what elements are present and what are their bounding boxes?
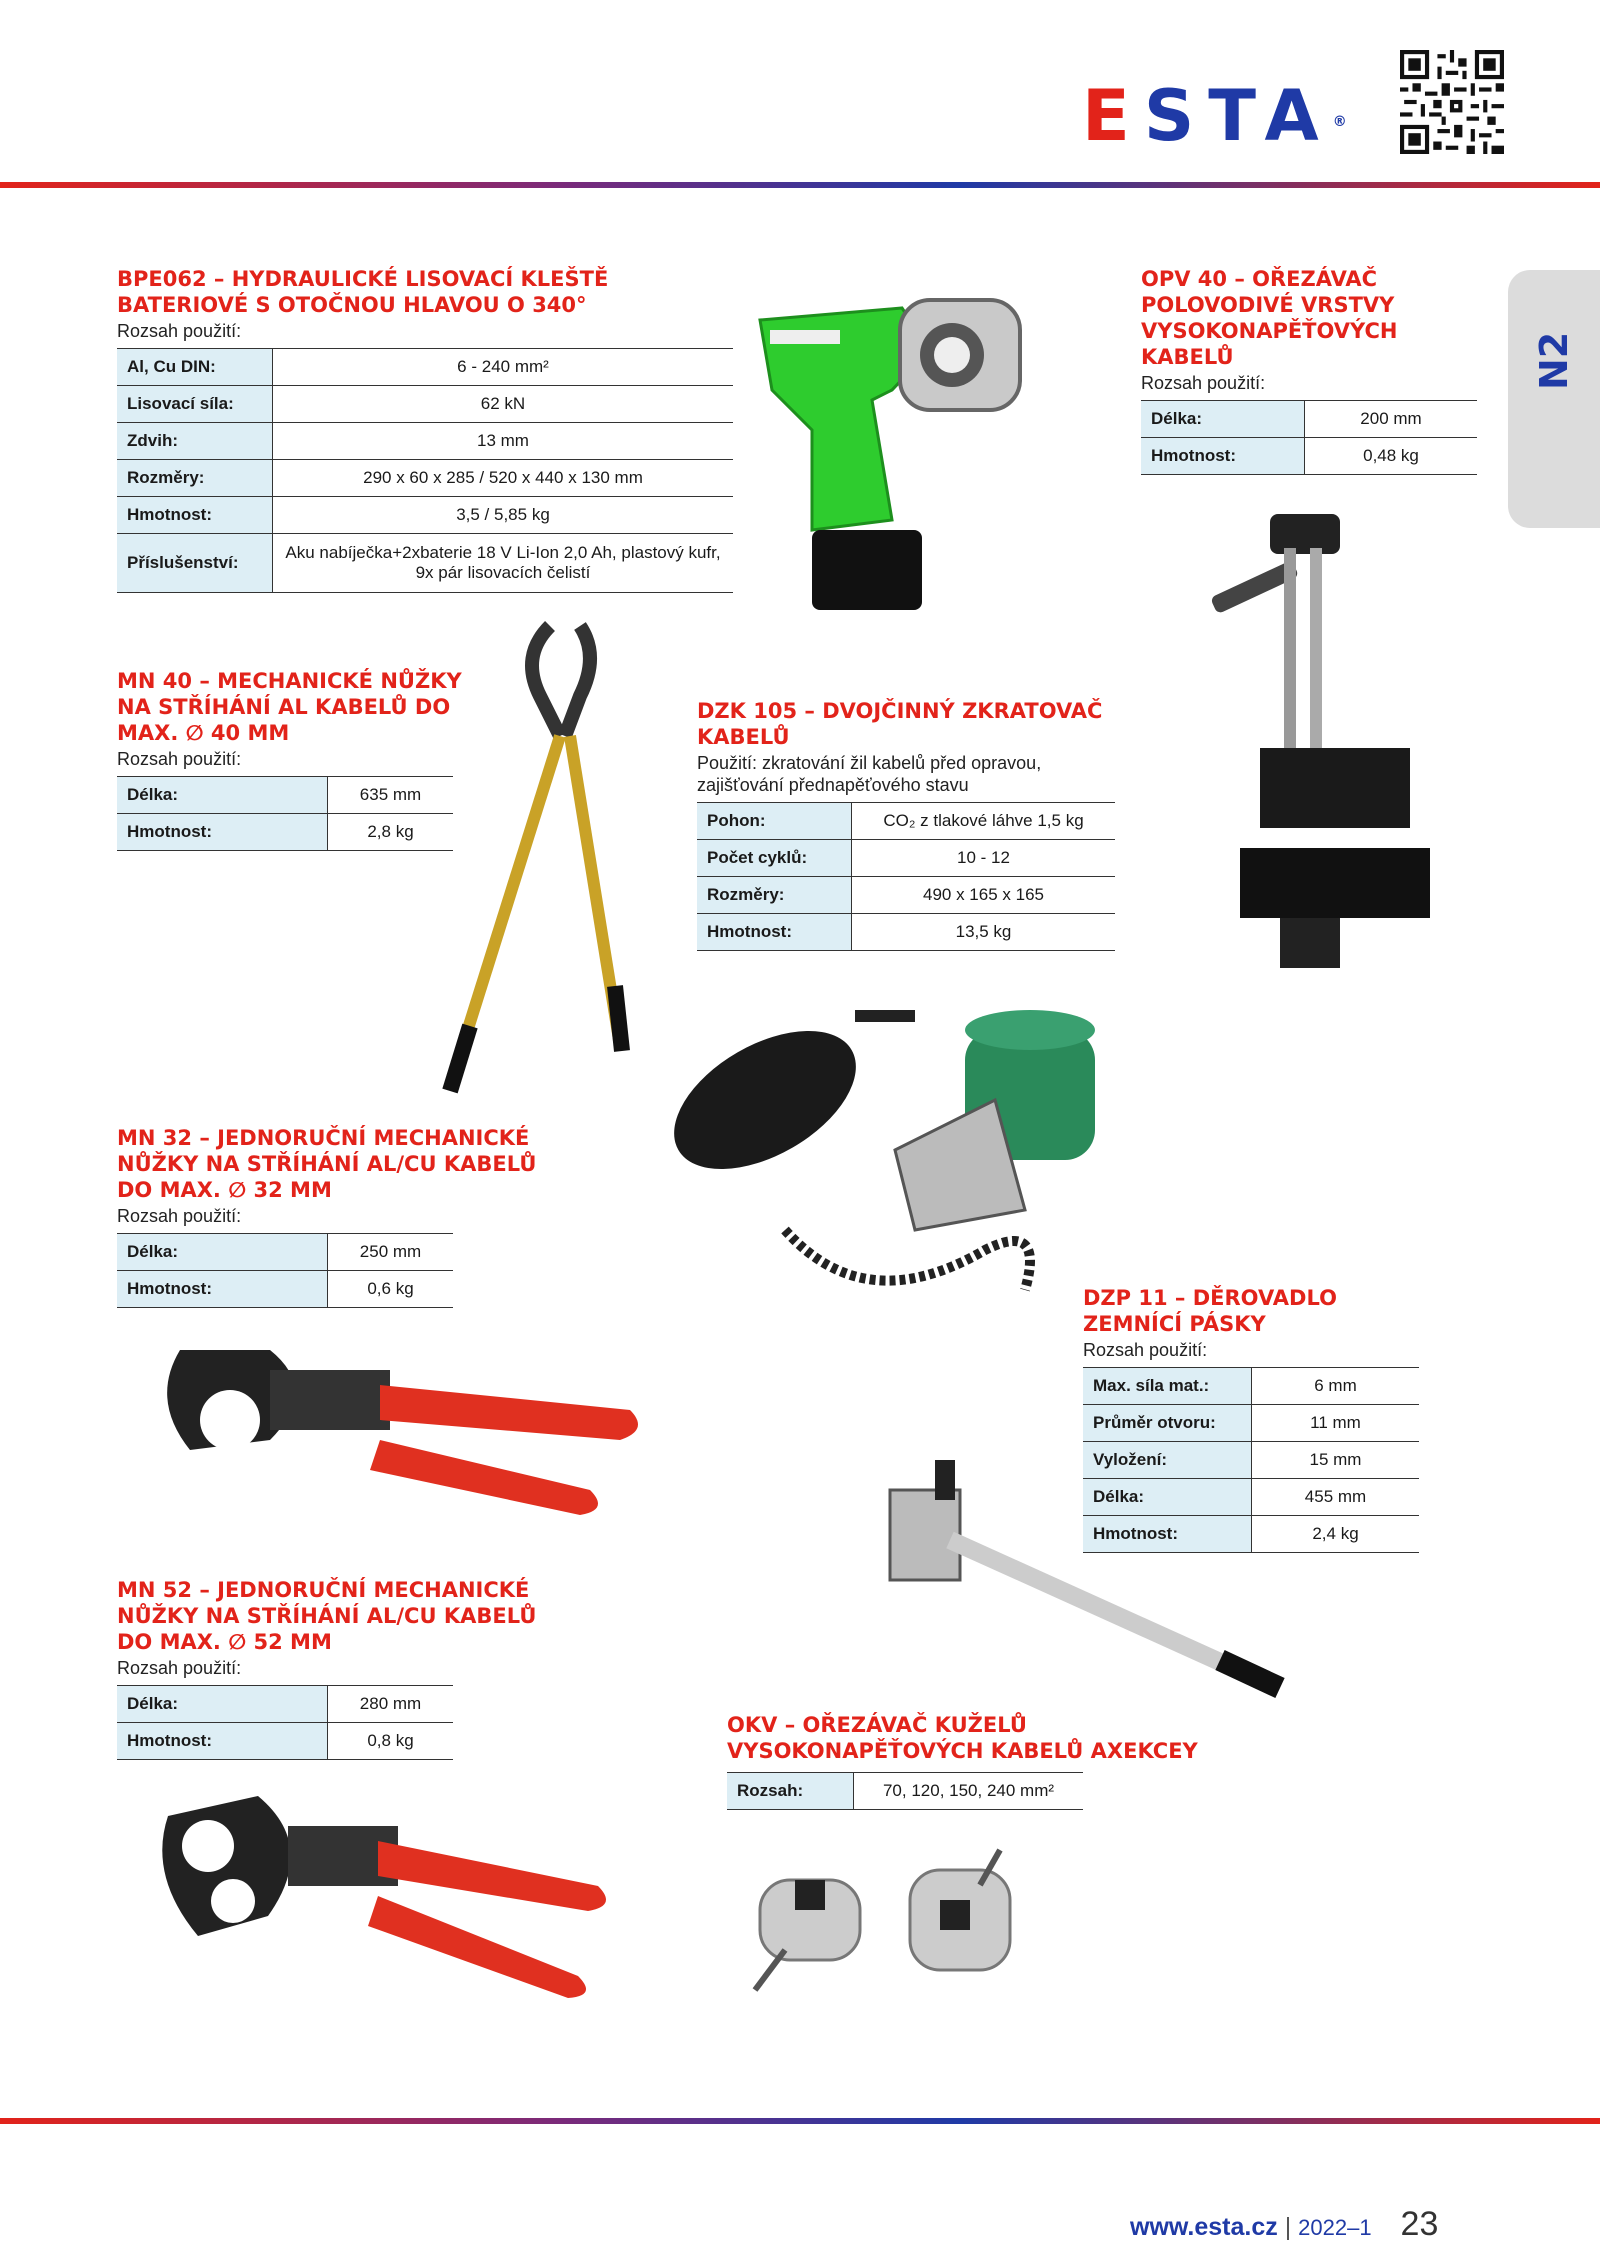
product-title: OKV – OŘEZÁVAČ KUŽELŮ VYSOKONAPĚŤOVÝCH KABELŮ AXEKCEY xyxy=(727,1713,1198,1763)
spec-key: Hmotnost: xyxy=(1141,438,1305,475)
spec-table xyxy=(697,802,1115,951)
spec-value: Aku nabíječka+2xbaterie 18 V Li-Ion 2,0 Ah, plastový kufr, 9x pár lisovacích čelistí xyxy=(273,534,734,593)
product-bpe062 xyxy=(117,266,737,593)
spec-key: Příslušenství: xyxy=(117,534,273,593)
spec-value: 2,4 kg xyxy=(1252,1516,1420,1553)
product-sub: Rozsah použití: xyxy=(1083,1340,1208,1360)
spec-key: Délka: xyxy=(117,777,328,814)
footer xyxy=(1130,2204,1438,2248)
spec-value: 3,5 / 5,85 kg xyxy=(273,497,734,534)
spec-key: Délka: xyxy=(117,1686,328,1723)
footer-edition: 2022–1 xyxy=(1298,2215,1372,2240)
dzk105-image xyxy=(665,990,1145,1320)
product-mn32 xyxy=(117,1125,577,1308)
spec-key: Hmotnost: xyxy=(117,814,328,851)
spec-key: Zdvih: xyxy=(117,423,273,460)
footer-url[interactable]: www.esta.cz xyxy=(1130,2213,1278,2241)
spec-value: 10 - 12 xyxy=(852,840,1116,877)
spec-key: Hmotnost: xyxy=(697,914,852,951)
spec-value: 15 mm xyxy=(1252,1442,1420,1479)
spec-value: 6 mm xyxy=(1252,1368,1420,1405)
product-dzk105 xyxy=(697,698,1117,951)
product-title: OPV 40 – OŘEZÁVAČ POLOVODIVÉ VRSTVY VYSOKONAPĚŤOVÝCH KABELŮ xyxy=(1141,267,1398,369)
spec-value: 70, 120, 150, 240 mm² xyxy=(854,1773,1084,1810)
product-title: DZP 11 – DĚROVADLO ZEMNÍCÍ PÁSKY xyxy=(1083,1286,1337,1336)
spec-table xyxy=(117,1685,453,1760)
page-number: 23 xyxy=(1400,2205,1439,2243)
product-title: DZK 105 – DVOJČINNÝ ZKRATOVAČ KABELŮ xyxy=(697,699,1103,749)
spec-value: 635 mm xyxy=(328,777,454,814)
product-okv xyxy=(727,1712,1287,1810)
footer-separator: | xyxy=(1284,2213,1292,2241)
esta-logo: ESTA® xyxy=(1082,75,1347,157)
spec-value: 6 - 240 mm² xyxy=(273,349,734,386)
product-sub: Rozsah použití: xyxy=(1141,373,1266,393)
spec-key: Rozměry: xyxy=(697,877,852,914)
spec-value: 13,5 kg xyxy=(852,914,1116,951)
qr-code xyxy=(1400,50,1504,154)
spec-table xyxy=(117,1233,453,1308)
spec-key: Hmotnost: xyxy=(117,497,273,534)
spec-key: Max. síla mat.: xyxy=(1083,1368,1252,1405)
spec-key: Vyložení: xyxy=(1083,1442,1252,1479)
product-title: BPE062 – HYDRAULICKÉ LISOVACÍ KLEŠTĚ BATERIOVÉ S OTOČNOU HLAVOU O 340° xyxy=(117,267,609,317)
spec-value: 13 mm xyxy=(273,423,734,460)
spec-table xyxy=(117,348,733,593)
bpe062-image xyxy=(752,290,1082,620)
product-sub: Rozsah použití: xyxy=(117,321,242,341)
spec-table xyxy=(727,1772,1083,1810)
spec-value: 280 mm xyxy=(328,1686,454,1723)
spec-key: Délka: xyxy=(117,1234,328,1271)
mn32-image xyxy=(150,1330,660,1530)
spec-value: 290 x 60 x 285 / 520 x 440 x 130 mm xyxy=(273,460,734,497)
spec-value: 0,48 kg xyxy=(1305,438,1478,475)
spec-key: Al, Cu DIN: xyxy=(117,349,273,386)
spec-key: Hmotnost: xyxy=(117,1271,328,1308)
spec-value: 250 mm xyxy=(328,1234,454,1271)
spec-key: Hmotnost: xyxy=(117,1723,328,1760)
spec-value: 0,8 kg xyxy=(328,1723,454,1760)
spec-table xyxy=(1141,400,1477,475)
spec-key: Lisovací síla: xyxy=(117,386,273,423)
spec-key: Průměr otvoru: xyxy=(1083,1405,1252,1442)
product-title: MN 52 – JEDNORUČNÍ MECHANICKÉ NŮŽKY NA STŘÍHÁNÍ AL/CU KABELŮ DO MAX. ∅ 52 MM xyxy=(117,1578,537,1654)
mn52-image xyxy=(148,1786,618,2016)
spec-value: 200 mm xyxy=(1305,401,1478,438)
spec-key: Délka: xyxy=(1083,1479,1252,1516)
spec-key: Hmotnost: xyxy=(1083,1516,1252,1553)
spec-key: Pohon: xyxy=(697,803,852,840)
spec-value: 2,8 kg xyxy=(328,814,454,851)
product-title: MN 32 – JEDNORUČNÍ MECHANICKÉ NŮŽKY NA STŘÍHÁNÍ AL/CU KABELŮ DO MAX. ∅ 32 MM xyxy=(117,1126,537,1202)
product-sub: Rozsah použití: xyxy=(117,1206,242,1226)
opv40-image xyxy=(1200,508,1440,978)
product-mn52 xyxy=(117,1577,577,1760)
product-sub: Rozsah použití: xyxy=(117,749,242,769)
spec-key: Počet cyklů: xyxy=(697,840,852,877)
spec-key: Rozměry: xyxy=(117,460,273,497)
spec-value: 490 x 165 x 165 xyxy=(852,877,1116,914)
footer-band xyxy=(0,2118,1600,2124)
spec-table xyxy=(117,776,453,851)
header-band xyxy=(0,182,1600,188)
spec-value: 0,6 kg xyxy=(328,1271,454,1308)
section-tab: N2 xyxy=(1508,270,1600,528)
product-opv40 xyxy=(1141,266,1481,475)
spec-value: 11 mm xyxy=(1252,1405,1420,1442)
product-title: MN 40 – MECHANICKÉ NŮŽKY NA STŘÍHÁNÍ AL KABELŮ DO MAX. ∅ 40 MM xyxy=(117,669,462,745)
okv-image xyxy=(740,1840,1060,2020)
mn40-image xyxy=(430,616,650,1106)
spec-value: 455 mm xyxy=(1252,1479,1420,1516)
dzp11-image xyxy=(860,1460,1300,1710)
product-sub: Rozsah použití: xyxy=(117,1658,242,1678)
spec-value: CO₂ z tlakové láhve 1,5 kg xyxy=(852,803,1116,840)
spec-value: 62 kN xyxy=(273,386,734,423)
product-sub: Použití: zkratování žil kabelů před opravou, zajišťování přednapěťového stavu xyxy=(697,753,1042,795)
spec-key: Rozsah: xyxy=(727,1773,854,1810)
spec-key: Délka: xyxy=(1141,401,1305,438)
